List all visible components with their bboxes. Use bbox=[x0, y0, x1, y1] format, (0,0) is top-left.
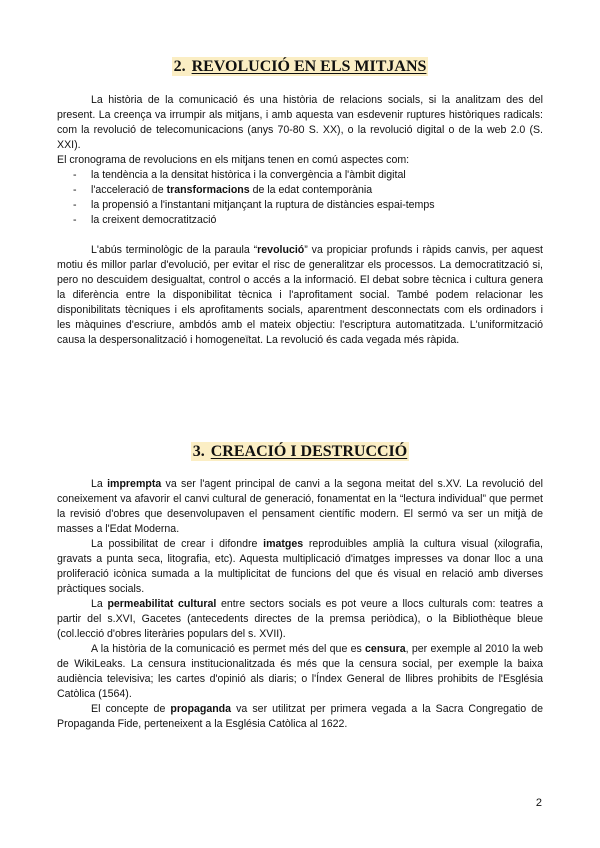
section-3-body bbox=[57, 477, 543, 732]
bold-term: transformacions bbox=[166, 184, 250, 196]
section-3-title: CREACIÓ I DESTRUCCIÓ bbox=[210, 443, 408, 460]
bold-term: censura bbox=[365, 643, 406, 655]
section-3-heading-highlight bbox=[191, 442, 409, 461]
list-item: - l'acceleració de transformacions de la edat contemporània bbox=[57, 183, 543, 198]
section-2-number: 2. bbox=[173, 58, 186, 75]
bold-term: permeabilitat cultural bbox=[107, 598, 217, 610]
page-number: 2 bbox=[535, 797, 542, 809]
paragraph: La permeabilitat cultural entre sectors socials es pot veure a llocs culturals com: teatres a partir del s.XVI, Gacetes (antecedents directes de la premsa periòdica), o la Bibliothèque bleue (col.lecció d'obres literàries populars del s. XVII). bbox=[57, 598, 543, 640]
section-2-heading-highlight bbox=[172, 57, 429, 76]
paragraph: La història de la comunicació és una història de relacions socials, si la analitzam des del present. La creença va irrumpir als mitjans, i amb aquesta van esdevenir ruptures històriques radicals: com la revolució de telecomunicacions (anys 70-80 S. XX), o la revolució digital o de la web 2.0 (S. XXI). bbox=[57, 94, 543, 151]
paragraph: L'abús terminològic de la paraula “revolució” va propiciar profunds i ràpids canvis, per aquest motiu és millor parlar d'evolució, per evitar el risc de generalitzar els processos. La democratització si, pero no descuidem desigualtat, control o accés a la informació. El debat sobre tècnica i cultura genera la diferència entre la disponibilitat tècnica i l'aprofitament social. També podem relacionar les disponibilitats tècniques i els aprofitaments socials, aparentment desconnectats com els ordinadors i les màquines d'escriure, ambdós amb el mateix objectiu: l'escriptura automatitzada. L'uniformització causa la despersonalització i homogeneïtat. La revolució és cada vegada més ràpida. bbox=[57, 244, 543, 346]
list-item: - la propensió a l'instantani mitjançant la ruptura de distàncies espai-temps bbox=[57, 198, 543, 213]
paragraph: El concepte de propaganda va ser utilitzat per primera vegada a la Sacra Congregatio de Propaganda Fide, perteneixent a la Església Catòlica al 1622. bbox=[57, 703, 543, 730]
section-2-title: REVOLUCIÓ EN ELS MITJANS bbox=[191, 58, 427, 75]
paragraph: La imprempta va ser l'agent principal de canvi a la segona meitat del s.XV. La revolució del coneixement va afavorir el canvi cultural de generació, fonamentat en la “lectura individual” que permet la revisió d'obres que desenvolupaven el pensament científic modern. El sermó va ser un mitjà de masses a l'Edat Moderna. bbox=[57, 478, 543, 535]
list-item: - la creixent democratització bbox=[57, 213, 543, 228]
bold-term: revolució bbox=[257, 244, 305, 256]
bold-term: imatges bbox=[263, 538, 304, 550]
bold-term: imprempta bbox=[107, 478, 162, 490]
paragraph: La possibilitat de crear i difondre imatges reproduibles amplià la cultura visual (xilografia, gravats a punta seca, litografia, etc). Aquesta multiplicació d'imatges impresses va donar lloc a una proliferació icònica sumada a la multiplicitat de funcions del que és visual en relació amb diverses pràctiques socials. bbox=[57, 538, 543, 595]
bold-term: propaganda bbox=[170, 703, 232, 715]
aspects-list bbox=[57, 168, 543, 228]
section-3-heading bbox=[0, 443, 600, 461]
section-3-number: 3. bbox=[192, 443, 205, 460]
list-item: - la tendència a la densitat històrica i la convergència a l'àmbit digital bbox=[57, 168, 543, 183]
paragraph: El cronograma de revolucions en els mitjans tenen en comú aspectes com: bbox=[57, 154, 410, 166]
section-2-body bbox=[57, 93, 543, 348]
section-2-heading bbox=[0, 58, 600, 76]
paragraph: A la història de la comunicació es permet més del que es censura, per exemple al 2010 la web de WikiLeaks. La censura institucionalitzada és més que la censura social, per exemple la baixa audiència televisiva; les cartes d'opinió als diaris; o l'Índex General de llibres prohibits de l'Església Catòlica (1564). bbox=[57, 643, 543, 700]
